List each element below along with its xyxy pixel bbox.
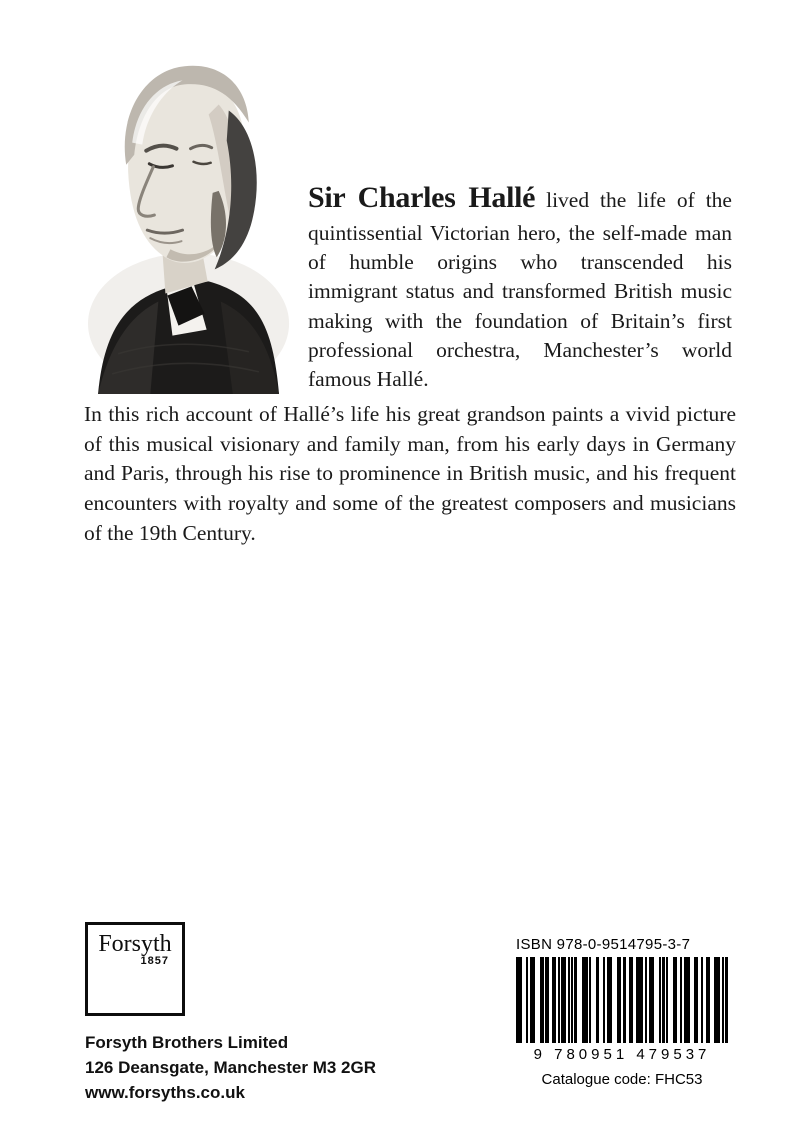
logo-year: 1857	[140, 955, 169, 967]
isbn-label: ISBN 978-0-9514795-3-7	[516, 936, 691, 953]
forsyth-logo	[85, 922, 185, 1016]
description-paragraph: In this rich account of Hallé’s life his great grandson paints a vivid picture of this musical visionary and family man, from his early days in Germany and Paris, through his rise to prominence in British music, and his frequent encounters with royalty and some of the greatest composers and musicians of the 19th Century.	[84, 402, 736, 545]
portrait-image	[68, 22, 298, 394]
catalogue-code: Catalogue code: FHC53	[541, 1071, 703, 1088]
publisher-address: 126 Deansgate, Manchester M3 2GR	[85, 1058, 377, 1078]
barcode-digits: 9 780951 479537	[533, 1046, 711, 1063]
intro-paragraph	[308, 178, 732, 394]
publisher-details	[85, 1030, 376, 1105]
intro-lead: Sir Charles Hallé	[308, 181, 536, 214]
publisher-website: www.forsyths.co.uk	[85, 1083, 245, 1103]
intro-text: lived the life of the quintissential Victorian hero, the self-made man of humble origins who transcended his immigrant status and transformed British music making with the foundation of Britain’s first professional orchestra, Manchester’s world famous Hallé.	[308, 188, 732, 391]
publisher-name: Forsyth Brothers Limited	[85, 1033, 289, 1052]
barcode	[516, 957, 728, 1043]
isbn-block	[512, 934, 732, 1088]
logo-name: Forsyth	[98, 931, 172, 957]
